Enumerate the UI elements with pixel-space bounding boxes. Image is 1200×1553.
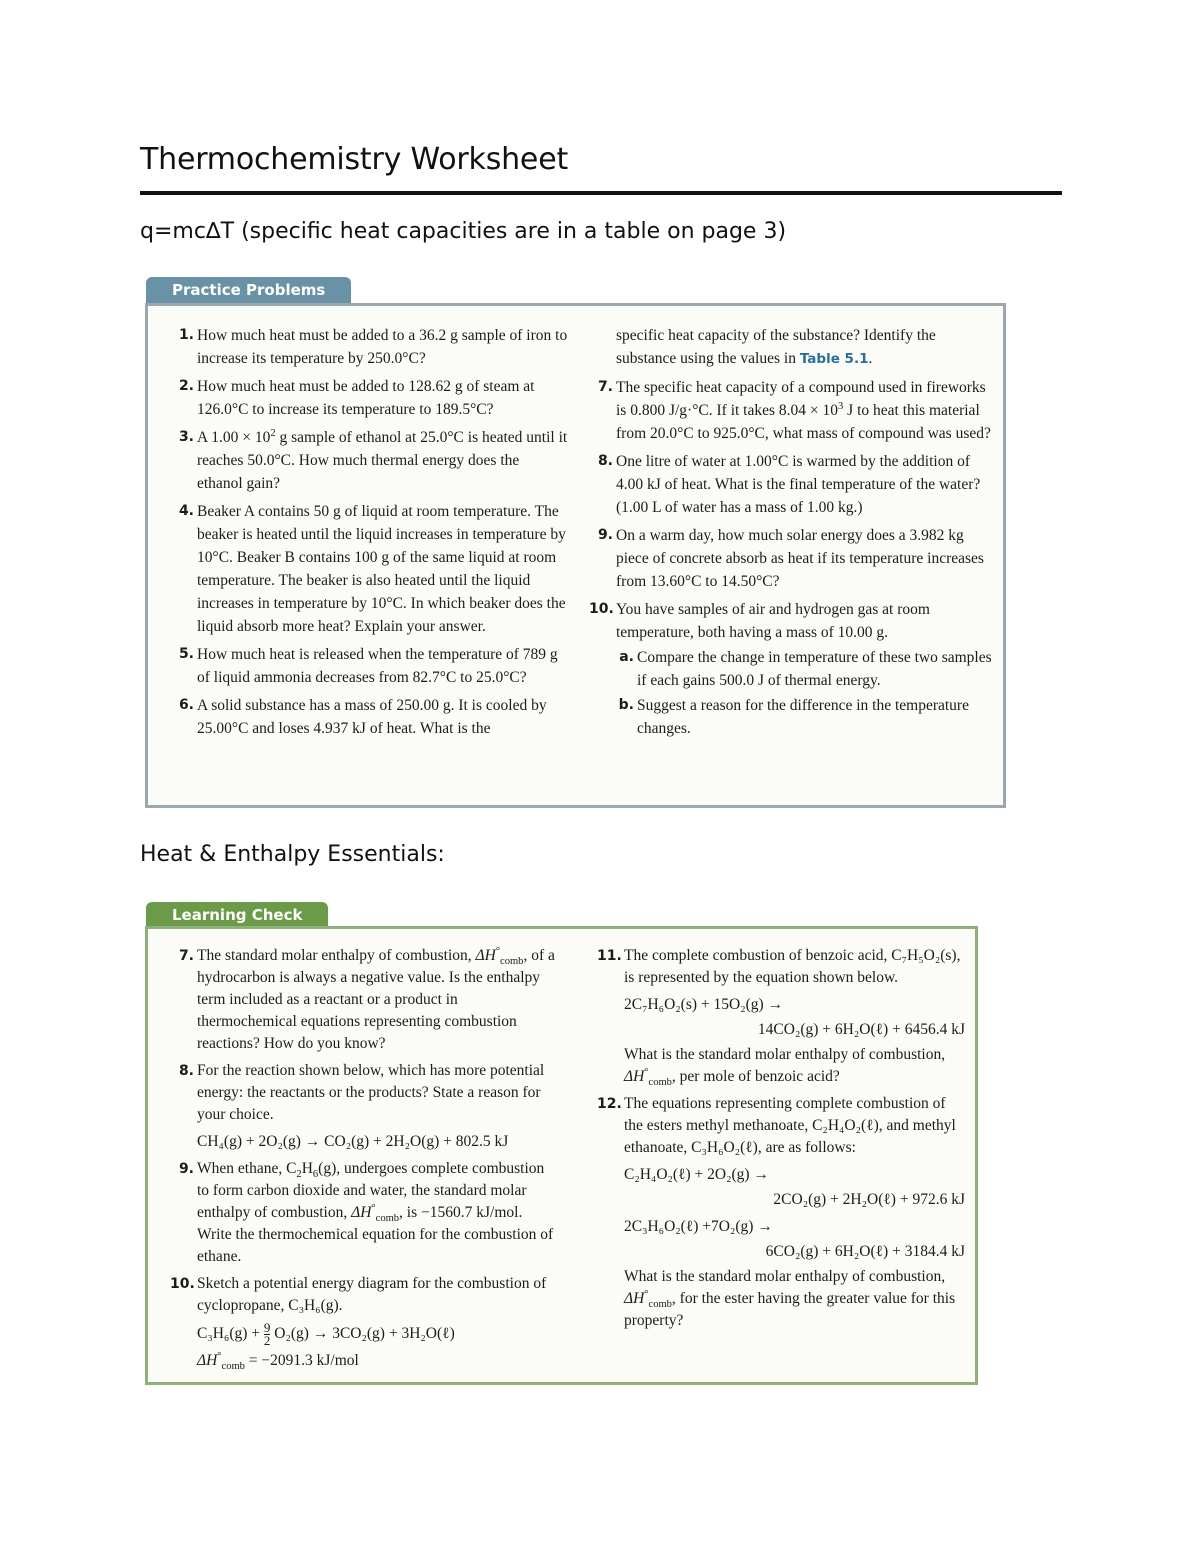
reaction-equation-products: 6CO₂(g) + 6H₂O(ℓ) + 3184.4 kJ: [765, 1243, 965, 1260]
subpart-letter: b.: [618, 697, 634, 713]
reaction-equation: C₃H₆(g) + $\frac{9}{2}$ O₂(g) → 3CO₂(g) + 3H₂O(ℓ): [197, 1320, 455, 1348]
question-11: 11. The complete combustion of benzoic acid, C₇H₅O₂(s), is represented by the equation shown below. 2C₇H₆O₂(s) + 15O₂(g) → 14CO₂(g) + 6H₂O(ℓ) + 6456.4 kJ What is the standard molar enthalpy of combustion, $\Delta H^\circ_{comb}$, per mole of benzoic acid?: [597, 947, 965, 1089]
practice-problems-box: [145, 303, 1006, 808]
problem-text-cont: g sample of ethanol at 25.0°C is heated until it reaches 50.0°C. How much thermal energy does the ethanol gain?: [197, 429, 568, 492]
question-number: 12.: [597, 1096, 622, 1112]
learning-check-box: [145, 926, 978, 1385]
question-number: 7.: [178, 948, 194, 964]
problem-6-continued: specific heat capacity of the substance? Identify the substance using the values in Table 5.1.: [616, 327, 936, 367]
problem-4: [176, 500, 568, 638]
question-number: 8.: [178, 1063, 194, 1079]
document-title: Thermochemistry Worksheet: [140, 142, 569, 177]
problem-text: specific heat capacity of the substance? Identify the substance using the values in: [616, 327, 936, 367]
problem-text: A solid substance has a mass of 250.00 g. It is cooled by 25.00°C and loses 4.937 kJ of heat. What is the: [197, 697, 547, 737]
practice-right-column: [589, 324, 997, 745]
table-reference-link[interactable]: Table 5.1: [799, 351, 869, 367]
problem-3: [176, 426, 568, 495]
problem-5: [176, 643, 568, 689]
problem-text: Beaker A contains 50 g of liquid at room temperature. The beaker is heated until the liquid increases in temperature by 10°C. Beaker B contains 100 g of the same liquid at room temperature. The beaker is also heated until the liquid increases in temperature by 10°C. In which beaker does the liquid absorb more heat? Explain your answer.: [197, 503, 566, 635]
problem-10: [589, 598, 997, 740]
problem-8: [595, 450, 997, 519]
problem-number: 2.: [178, 378, 194, 394]
problem-10a: [616, 646, 997, 692]
problem-9: [595, 524, 997, 593]
section-heading: Heat & Enthalpy Essentials:: [140, 842, 445, 867]
problem-number: 9.: [597, 527, 613, 543]
problem-text: The specific heat capacity of a compound used in fireworks is 0.800 J/g·°C. If it takes 8.04 × 10: [616, 379, 986, 419]
reaction-equation: 2C₃H₆O₂(ℓ) +7O₂(g) →: [624, 1218, 773, 1235]
reaction-equation: 2C₇H₆O₂(s) + 15O₂(g) →: [624, 996, 784, 1013]
practice-left-column: [176, 324, 568, 745]
problem-1: [176, 324, 568, 370]
problem-10b: [616, 694, 997, 740]
enthalpy-value: $\Delta H^\circ_{comb} = -2091.3$ kJ/mol: [197, 1350, 359, 1373]
question-10: 10. Sketch a potential energy diagram for the combustion of cyclopropane, C₃H₆(g). C₃H₆(g) + $\frac{9}{2}$ O₂(g) → 3CO₂(g) + 3H₂O(ℓ) $\Delta H^\circ_{comb} = -2091.3$ kJ/mol: [176, 1273, 556, 1372]
problem-text: One litre of water at 1.00°C is warmed by the addition of 4.00 kJ of heat. What is the final temperature of the water? (1.00 L of water has a mass of 1.00 kg.): [616, 453, 981, 516]
practice-problems-tab: Practice Problems: [146, 277, 351, 304]
title-rule: [140, 191, 1062, 195]
exponent: 2: [270, 427, 276, 439]
question-8: 8. For the reaction shown below, which has more potential energy: the reactants or the products? State a reason for your choice. CH₄(g) + 2O₂(g) → CO₂(g) + 2H₂O(g) + 802.5 kJ: [176, 1060, 556, 1153]
problem-text: You have samples of air and hydrogen gas at room temperature, both having a mass of 10.00 g.: [616, 601, 930, 641]
problem-text: A 1.00 × 10: [197, 429, 271, 446]
question-number: 10.: [170, 1276, 195, 1292]
exponent: 3: [838, 400, 844, 412]
subpart-letter: a.: [619, 649, 634, 665]
problem-text: On a warm day, how much solar energy does a 3.982 kg piece of concrete absorb as heat if its temperature increases from 13.60°C to 14.50°C?: [616, 527, 984, 590]
question-number: 11.: [597, 948, 622, 964]
problem-6: [176, 694, 568, 740]
problem-number: 8.: [597, 453, 613, 469]
problem-2: [176, 375, 568, 421]
problem-number: 7.: [597, 379, 613, 395]
problem-text: How much heat must be added to a 36.2 g sample of iron to increase its temperature by 250.0°C?: [197, 327, 568, 367]
reaction-equation-products: 2CO₂(g) + 2H₂O(ℓ) + 972.6 kJ: [773, 1191, 965, 1208]
problem-number: 5.: [178, 646, 194, 662]
question-9: 9. When ethane, $C_2H_6(g)$, undergoes complete combustion to form carbon dioxide and water, the standard molar enthalpy of combustion, $\Delta H^\circ_{comb}$, is −1560.7 kJ/mol. Write the thermochemical equation for the combustion of ethane.: [176, 1158, 556, 1268]
problem-number: 3.: [178, 429, 194, 445]
problem-number: 10.: [589, 601, 614, 617]
problem-number: 4.: [178, 503, 194, 519]
reaction-equation: C₂H₄O₂(ℓ) + 2O₂(g) →: [624, 1166, 769, 1183]
question-12: 12. The equations representing complete combustion of the esters methyl methanoate, C₂H₄O₂(ℓ), and methyl ethanoate, C₃H₆O₂(ℓ), are as follows: C₂H₄O₂(ℓ) + 2O₂(g) → 2CO₂(g) + 2H₂O(ℓ) + 972.6 kJ 2C₃H₆O₂(ℓ) +7O₂(g) → 6CO₂(g) + 6H₂O(ℓ) + 3184.4 kJ What is the standard molar enthalpy of combustion, $\Delta H^\circ_{comb}$, for the ester having the greater value for this property?: [597, 1095, 965, 1329]
fraction: $\frac{9}{2}$: [263, 1320, 271, 1348]
learning-check-tab: Learning Check: [146, 902, 328, 929]
learning-right-column: [597, 945, 965, 1337]
problem-number: 6.: [178, 697, 194, 713]
reaction-equation: CH₄(g) + 2O₂(g) → CO₂(g) + 2H₂O(g) + 802.5 kJ: [197, 1133, 509, 1150]
question-number: 9.: [178, 1161, 194, 1177]
learning-left-column: [170, 945, 556, 1377]
subpart-text: Compare the change in temperature of these two samples if each gains 500.0 J of thermal energy.: [637, 649, 992, 689]
problem-text: How much heat must be added to 128.62 g of steam at 126.0°C to increase its temperature to 189.5°C?: [197, 378, 535, 418]
problem-7: [595, 376, 997, 445]
problem-text-cont: J to heat this material from 20.0°C to 925.0°C, what mass of compound was used?: [616, 402, 991, 442]
formula-line: q=mc∆T (specific heat capacities are in a table on page 3): [140, 219, 787, 244]
question-7: 7. The standard molar enthalpy of combustion, $\Delta H^\circ_{comb}$, of a hydrocarbon is always a negative value. Is the enthalpy term included as a reactant or a product in thermochemical equations representing combustion reactions? How do you know?: [176, 945, 556, 1055]
reaction-equation-products: 14CO₂(g) + 6H₂O(ℓ) + 6456.4 kJ: [757, 1021, 965, 1038]
subpart-text: Suggest a reason for the difference in the temperature changes.: [637, 697, 969, 737]
problem-text: How much heat is released when the temperature of 789 g of liquid ammonia decreases from 82.7°C to 25.0°C?: [197, 646, 558, 686]
problem-number: 1.: [178, 327, 194, 343]
